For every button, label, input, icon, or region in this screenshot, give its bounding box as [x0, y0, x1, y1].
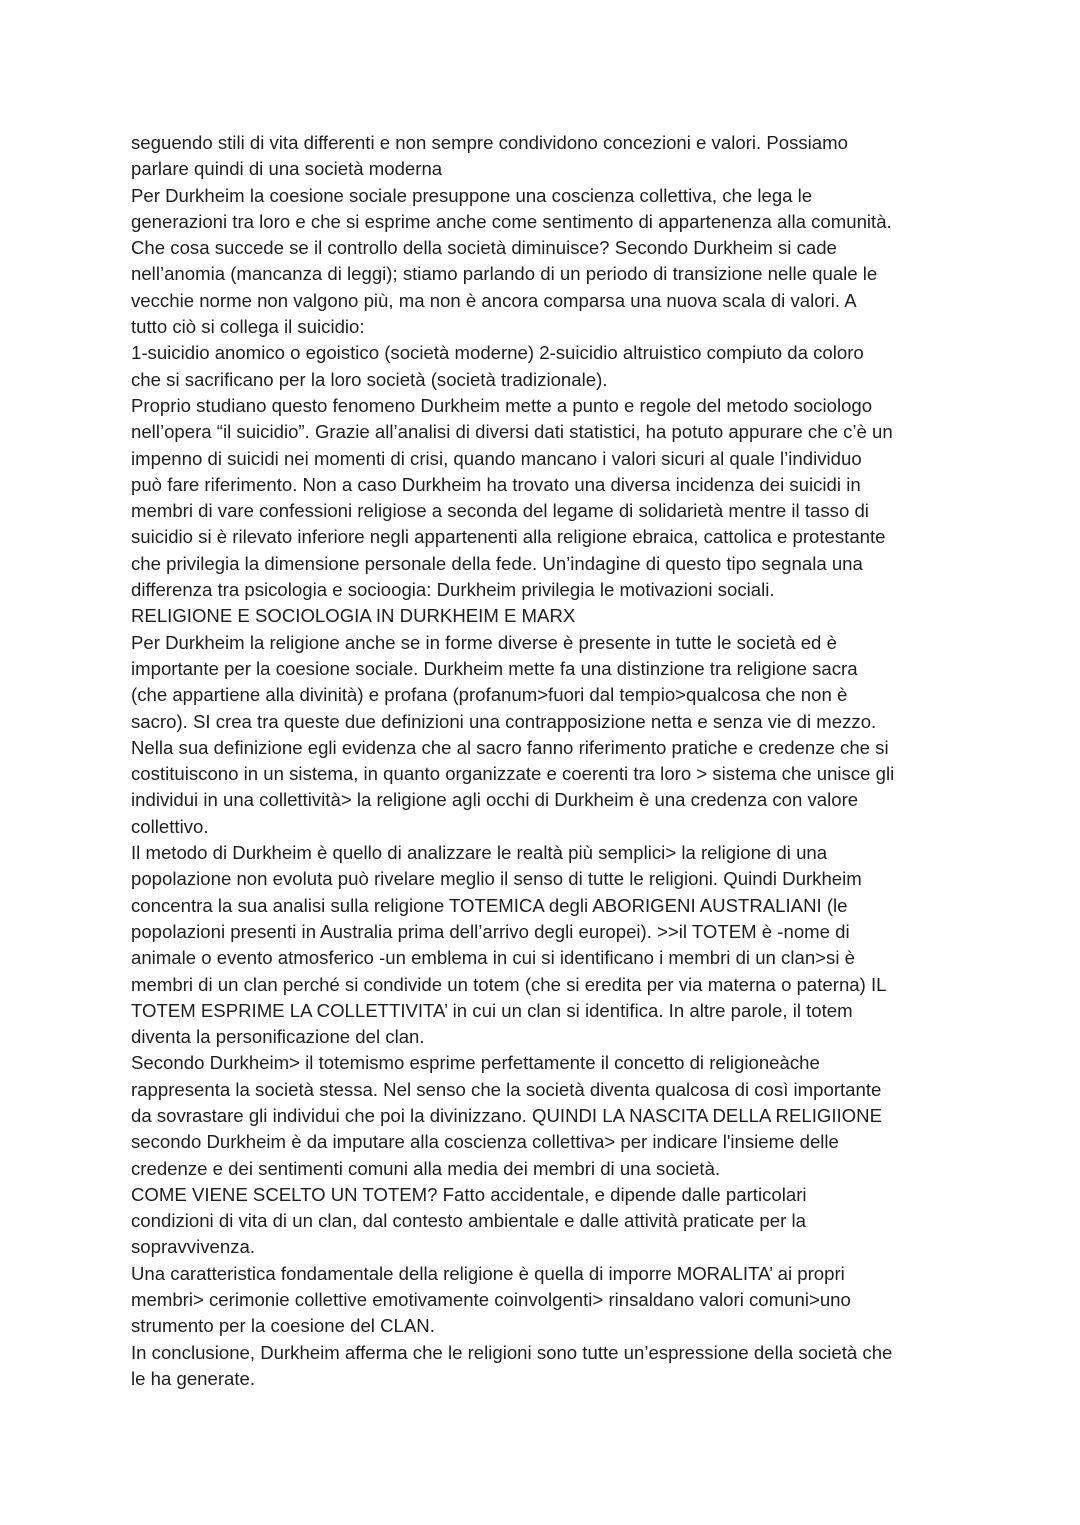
- text-line: sacro). SI crea tra queste due definizioni una contrapposizione netta e senza vie di mezzo.: [131, 710, 877, 732]
- text-line: parlare quindi di una società moderna: [131, 158, 443, 180]
- text-line: COME VIENE SCELTO UN TOTEM? Fatto accidentale, e dipende dalle particolari: [131, 1183, 807, 1205]
- text-line: Per Durkheim la coesione sociale presuppone una coscienza collettiva, che lega le: [131, 184, 813, 206]
- text-line: che si sacrificano per la loro società (società tradizionale).: [131, 368, 608, 390]
- text-line: può fare riferimento. Non a caso Durkheim ha trovato una diversa incidenza dei suicidi in: [131, 473, 861, 495]
- document-body: [131, 130, 991, 1392]
- text-line: Nella sua definizione egli evidenza che al sacro fanno riferimento pratiche e credenze che si: [131, 736, 889, 758]
- text-line: strumento per la coesione del CLAN.: [131, 1315, 435, 1337]
- text-line: TOTEM ESPRIME LA COLLETTIVITA’ in cui un clan si identifica. In altre parole, il totem: [131, 999, 853, 1021]
- text-line: membri di un clan perché si condivide un totem (che si eredita per via materna o paterna) IL: [131, 973, 887, 995]
- text-line: Secondo Durkheim> il totemismo esprime perfettamente il concetto di religioneàche: [131, 1052, 820, 1074]
- text-line: Il metodo di Durkheim è quello di analizzare le realtà più semplici> la religione di una: [131, 842, 828, 864]
- text-line: tutto ciò si collega il suicidio:: [131, 316, 365, 338]
- text-line: concentra la sua analisi sulla religione TOTEMICA degli ABORIGENI AUSTRALIANI (le: [131, 894, 848, 916]
- text-line: impenno di suicidi nei momenti di crisi, quando mancano i valori sicuri al quale l’individuo: [131, 447, 862, 469]
- text-line: animale o evento atmosferico -un emblema in cui si identificano i membri di un clan>si è: [131, 947, 855, 969]
- text-line: condizioni di vita di un clan, dal contesto ambientale e dalle attività praticate per la: [131, 1210, 806, 1232]
- text-line: nell’anomia (mancanza di leggi); stiamo parlando di un periodo di transizione nelle quale le: [131, 263, 878, 285]
- text-line: vecchie norme non valgono più, ma non è ancora comparsa una nuova scala di valori. A: [131, 289, 857, 311]
- text-line: 1-suicidio anomico o egoistico (società moderne) 2-suicidio altruistico compiuto da coloro: [131, 342, 864, 364]
- text-line: In conclusione, Durkheim afferma che le religioni sono tutte un’espressione della società che: [131, 1341, 893, 1363]
- text-line: popolazioni presenti in Australia prima dell’arrivo degli europei). >>il TOTEM è -nome di: [131, 920, 850, 942]
- text-line: Una caratteristica fondamentale della religione è quella di imporre MORALITA’ ai propri: [131, 1262, 845, 1284]
- text-line: sopravvivenza.: [131, 1236, 256, 1258]
- text-line: membri di vare confessioni religiose a seconda del legame di solidarietà mentre il tasso di: [131, 500, 869, 522]
- text-line: collettivo.: [131, 815, 209, 837]
- text-line: Proprio studiano questo fenomeno Durkheim mette a punto e regole del metodo sociologo: [131, 394, 873, 416]
- text-line: membri> cerimonie collettive emotivamente coinvolgenti> rinsaldano valori comuni>uno: [131, 1289, 851, 1311]
- text-line: rappresenta la società stessa. Nel senso che la società diventa qualcosa di così importante: [131, 1078, 882, 1100]
- text-line: secondo Durkheim è da imputare alla coscienza collettiva> per indicare l'insieme delle: [131, 1131, 839, 1153]
- text-line: Che cosa succede se il controllo della società diminuisce? Secondo Durkheim si cade: [131, 237, 837, 259]
- text-line: le ha generate.: [131, 1367, 256, 1389]
- text-line: differenza tra psicologia e socioogia: Durkheim privilegia le motivazioni sociali.: [131, 579, 775, 601]
- text-line: Per Durkheim la religione anche se in forme diverse è presente in tutte le società ed è: [131, 631, 837, 653]
- text-line: che privilegia la dimensione personale della fede. Un’indagine di questo tipo segnala una: [131, 552, 863, 574]
- text-line: seguendo stili di vita differenti e non sempre condividono concezioni e valori. Possiamo: [131, 132, 848, 153]
- text-line: popolazione non evoluta può rivelare meglio il senso di tutte le religioni. Quindi Durkheim: [131, 868, 862, 890]
- text-line: da sovrastare gli individui che poi la divinizzano. QUINDI LA NASCITA DELLA RELIGIIONE: [131, 1104, 882, 1126]
- text-line: importante per la coesione sociale. Durkheim mette fa una distinzione tra religione sacra: [131, 657, 858, 679]
- text-line: diventa la personificazione del clan.: [131, 1026, 425, 1048]
- text-line: credenze e dei sentimenti comuni alla media dei membri di una società.: [131, 1157, 721, 1179]
- text-line: costituiscono in un sistema, in quanto organizzate e coerenti tra loro > sistema che unisce gli: [131, 763, 895, 785]
- text-line: individui in una collettività> la religione agli occhi di Durkheim è una credenza con valore: [131, 789, 859, 811]
- text-line: nell’opera “il suicidio”. Grazie all’analisi di diversi dati statistici, ha potuto appurare che c’è un: [131, 421, 893, 443]
- text-line: suicidio si è rilevato inferiore negli appartenenti alla religione ebraica, cattolica e protestante: [131, 526, 886, 548]
- text-line: (che appartiene alla divinità) e profana (profanum>fuori dal tempio>qualcosa che non è: [131, 684, 848, 706]
- section-heading: RELIGIONE E SOCIOLOGIA IN DURKHEIM E MARX: [131, 605, 576, 627]
- text-line: generazioni tra loro e che si esprime anche come sentimento di appartenenza alla comunità.: [131, 210, 892, 232]
